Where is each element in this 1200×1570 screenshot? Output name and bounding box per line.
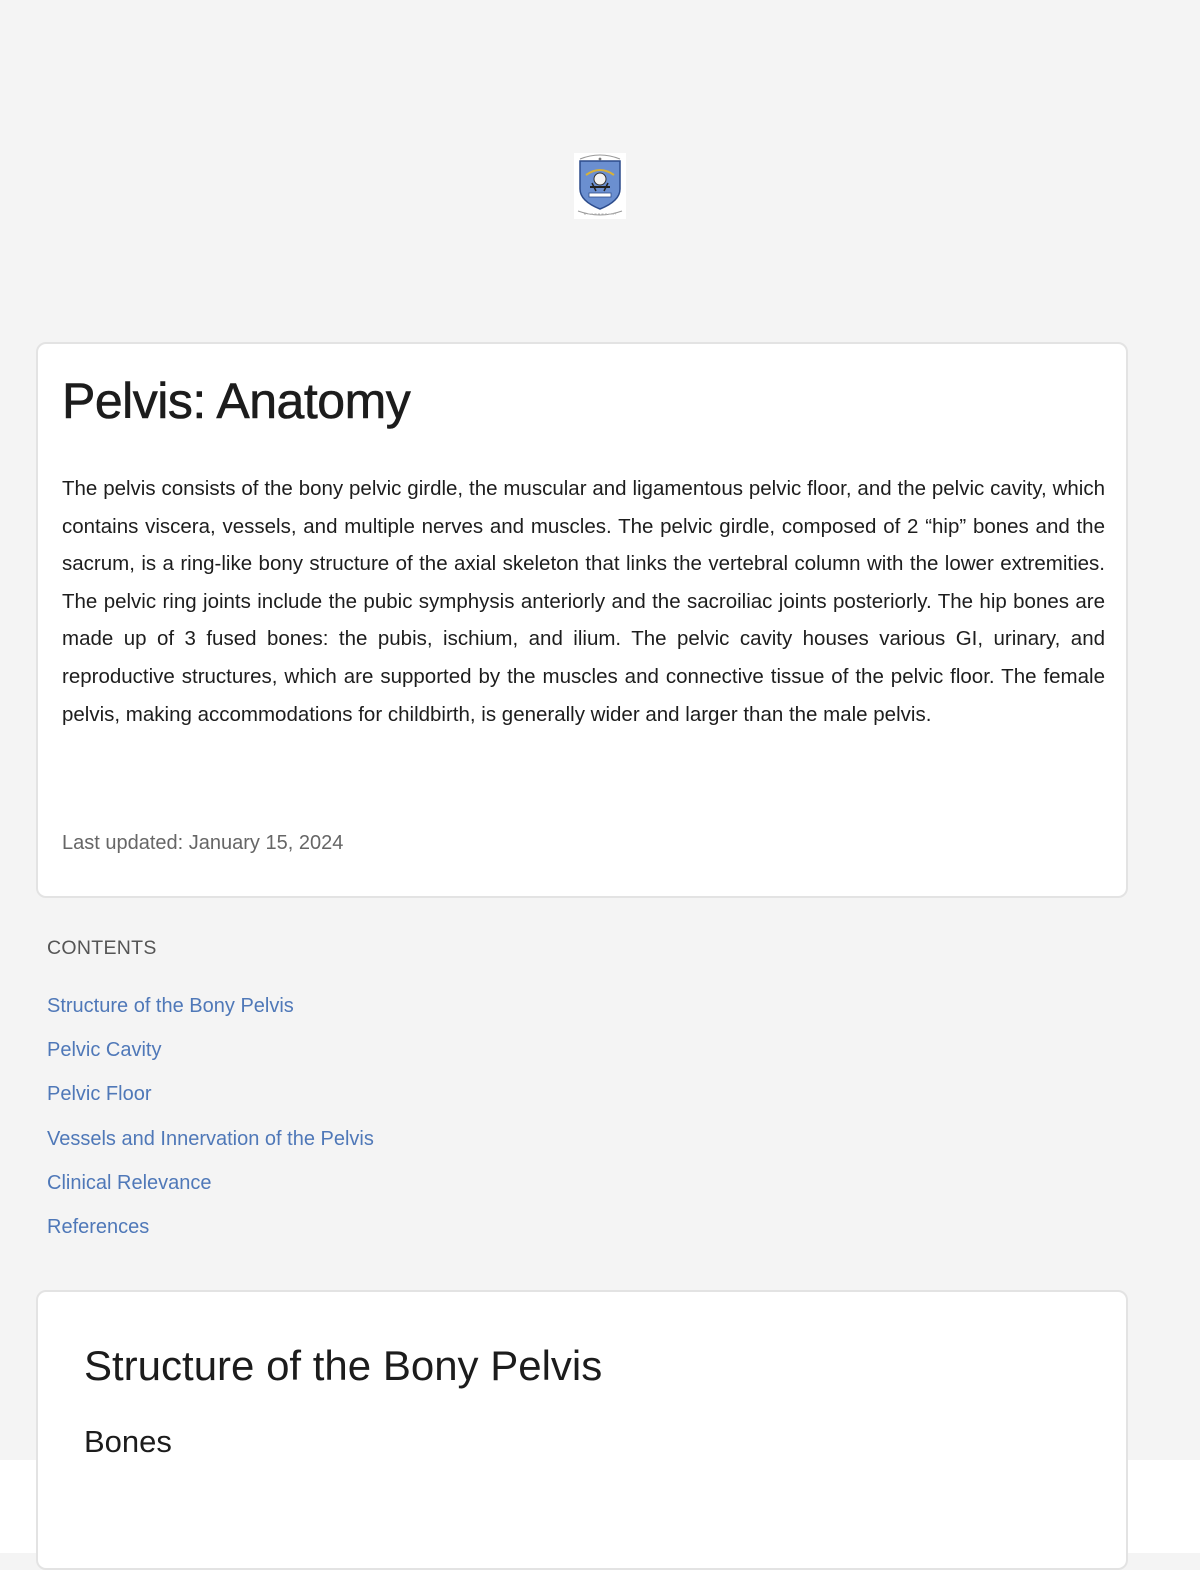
university-seal-icon bbox=[574, 153, 626, 219]
toc-item bbox=[47, 1123, 374, 1167]
toc-link-references[interactable]: References bbox=[47, 1215, 150, 1238]
toc-link-pelvic-cavity[interactable]: Pelvic Cavity bbox=[47, 1039, 162, 1062]
contents-heading: CONTENTS bbox=[47, 937, 157, 959]
toc-link-vessels-and-innervation[interactable]: Vessels and Innervation of the Pelvis bbox=[47, 1127, 374, 1150]
table-of-contents bbox=[47, 990, 374, 1255]
toc-link-pelvic-floor[interactable]: Pelvic Floor bbox=[47, 1083, 152, 1106]
toc-item bbox=[47, 1034, 374, 1078]
toc-item bbox=[47, 1078, 374, 1122]
intro-paragraph: The pelvis consists of the bony pelvic girdle, the muscular and ligamentous pelvic floor, and the pelvic cavity, which contains viscera, vessels, and multiple nerves and muscles. The pelvic girdle, composed of 2 “hip” bones and the sacrum, is a ring-like bony structure of the axial skeleton that links the vertebral column with the lower extremities. The pelvic ring joints include the pubic symphysis anteriorly and the sacroiliac joints posteriorly. The hip bones are made up of 3 fused bones: the pubis, ischium, and ilium. The pelvic cavity houses various GI, urinary, and reproductive structures, which are supported by the muscles and connective tissue of the pelvic floor. The female pelvis, making accommodations for childbirth, is generally wider and larger than the male pelvis. bbox=[62, 477, 1105, 726]
article-summary-card bbox=[36, 342, 1128, 898]
toc-item bbox=[47, 1211, 374, 1255]
toc-link-structure-of-the-bony-pelvis[interactable]: Structure of the Bony Pelvis bbox=[47, 995, 294, 1017]
toc-item bbox=[47, 1167, 374, 1211]
subsection-title: Bones bbox=[84, 1424, 172, 1459]
toc-link-clinical-relevance[interactable]: Clinical Relevance bbox=[47, 1171, 212, 1194]
page-title: Pelvis: Anatomy bbox=[62, 373, 411, 429]
section-card bbox=[36, 1290, 1128, 1570]
last-updated-date: Last updated: January 15, 2024 bbox=[62, 832, 344, 854]
section-title: Structure of the Bony Pelvis bbox=[84, 1342, 603, 1389]
toc-item bbox=[47, 990, 374, 1034]
